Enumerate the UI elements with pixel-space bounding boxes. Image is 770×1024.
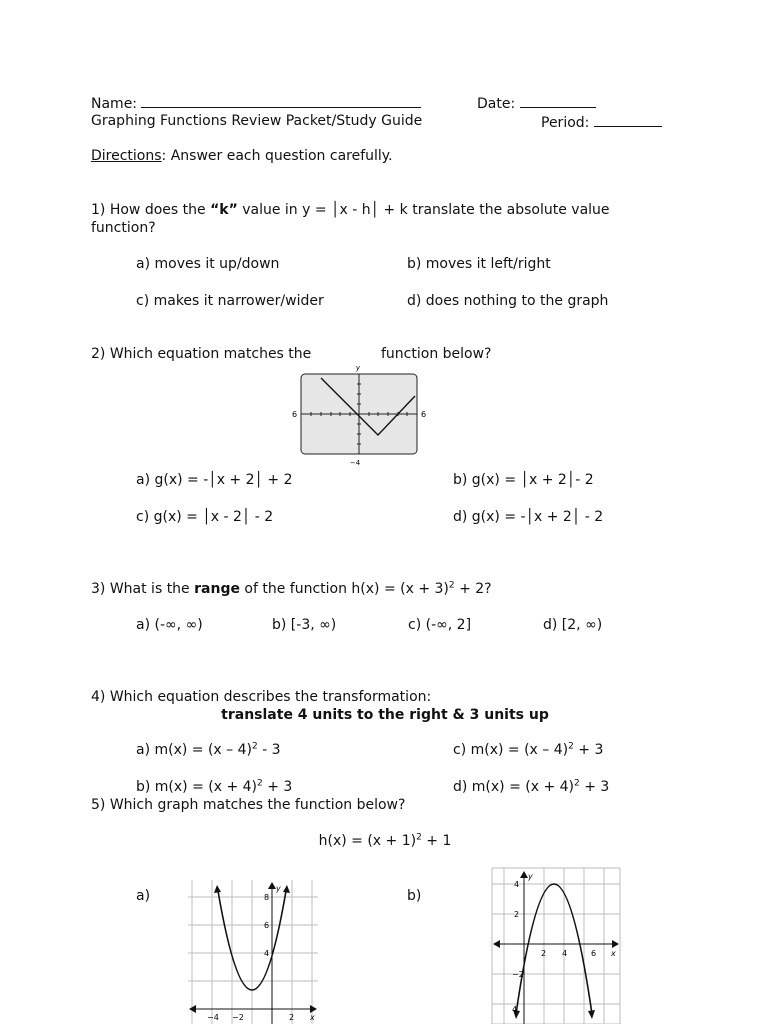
name-blank[interactable] (141, 94, 421, 108)
q5-graph-a-grid (188, 880, 318, 1024)
q5-func-tail: + 1 (421, 833, 452, 849)
date-row (477, 94, 596, 113)
q5-graph-a-tick-neg4: −4 (207, 1013, 219, 1022)
q5-graph-a-y-arrow (268, 882, 276, 889)
q3-exponent: 2 (448, 580, 455, 591)
q2-prompt-pre: 2) Which equation matches the (91, 346, 312, 362)
q5-graph-a-y-label: y (276, 884, 281, 893)
q1-k: “k” (210, 202, 238, 218)
period-label: Period: (541, 115, 590, 131)
name-label: Name: (91, 96, 138, 112)
q4-a-base: a) m(x) = (x – 4) (136, 742, 252, 758)
q5-graph-a[interactable] (188, 880, 320, 1024)
q5-prompt: 5) Which graph matches the function below? (91, 797, 406, 813)
q3-option-b[interactable]: b) [-3, ∞) (272, 617, 337, 633)
q5-graph-b-frame (492, 868, 620, 1024)
q5-graph-a-tick-6: 6 (264, 921, 270, 930)
q5-graph-a-tick-4: 4 (264, 949, 270, 958)
q4-transformation: translate 4 units to the right & 3 units up (221, 707, 549, 723)
q5-graph-b-tick-4: 4 (514, 880, 520, 889)
q5-func-exp: 2 (416, 832, 422, 843)
q4-d-tail: + 3 (579, 779, 610, 795)
q1-option-a[interactable]: a) moves it up/down (136, 256, 280, 272)
q4-option-c[interactable] (453, 742, 603, 759)
q2-y-label: y (355, 364, 361, 372)
q4-a-exp: 2 (252, 741, 258, 752)
q5-graph-b-x-label: x (611, 949, 616, 958)
q5-graph-b-y-label: y (528, 872, 533, 881)
q1-option-d[interactable]: d) does nothing to the graph (407, 293, 609, 309)
q4-prompt: 4) Which equation describes the transformation: (91, 689, 432, 705)
q5-graph-b-curve-arrow-right (588, 1010, 595, 1019)
q5-graph-a-x-arrow-right (310, 1005, 317, 1013)
q5-graph-b-tick-neg2: −2 (512, 970, 524, 979)
name-row (91, 94, 421, 113)
directions-text: : Answer each question carefully. (161, 148, 393, 164)
q1-option-c[interactable]: c) makes it narrower/wider (136, 293, 324, 309)
q5-graph-b-x-arrow-left (493, 940, 500, 948)
q5-graph-b-grid (492, 868, 620, 1024)
q5-graph-b-tick-2: 2 (514, 910, 520, 919)
q5-graph-b-curve (516, 884, 592, 1014)
q1-mid: value in y = │x - h│ + k translate the absolute value (237, 202, 610, 218)
q5-graph-a-curve-arrow-left (214, 885, 221, 893)
q5-graph-b-tick-x6: 6 (591, 949, 597, 958)
q4-option-b[interactable] (136, 779, 292, 796)
q4-c-base: c) m(x) = (x – 4) (453, 742, 569, 758)
directions-label: Directions (91, 148, 162, 164)
q5-option-b-label[interactable]: b) (407, 888, 422, 904)
q1-option-b[interactable]: b) moves it left/right (407, 256, 551, 272)
q1-pre: 1) How does the (91, 202, 211, 218)
q1-prompt (91, 202, 610, 219)
q5-graph-b-tick-x4: 4 (562, 949, 568, 958)
q3-option-a[interactable]: a) (-∞, ∞) (136, 617, 203, 633)
q2-x-right-label: 6 (421, 410, 427, 419)
q5-graph-b-x-arrow-right (612, 940, 619, 948)
q2-option-d[interactable]: d) g(x) = -│x + 2│ - 2 (453, 509, 604, 525)
date-blank[interactable] (520, 94, 596, 108)
q5-function (0, 833, 770, 850)
q2-option-a[interactable]: a) g(x) = -│x + 2│ + 2 (136, 472, 293, 488)
q2-x-left-label: 6 (292, 410, 298, 419)
period-blank[interactable] (594, 113, 662, 127)
q2-y-bottom-label: −4 (349, 459, 361, 467)
period-row (541, 113, 662, 132)
q4-d-exp: 2 (574, 778, 580, 789)
q5-option-a-label[interactable]: a) (136, 888, 151, 904)
q2-graph (292, 364, 432, 470)
q5-graph-a-tick-8: 8 (264, 893, 270, 902)
q3-option-c[interactable]: c) (-∞, 2] (408, 617, 472, 633)
q1-prompt-line2: function? (91, 220, 156, 236)
q5-graph-b-y-arrow (520, 871, 528, 878)
q3-range-word: range (194, 581, 240, 597)
q4-option-d[interactable] (453, 779, 609, 796)
q4-option-a[interactable] (136, 742, 281, 759)
q5-graph-b-tick-x2: 2 (541, 949, 547, 958)
q4-a-tail: - 3 (257, 742, 281, 758)
q2-option-c[interactable]: c) g(x) = │x - 2│ - 2 (136, 509, 274, 525)
q3-post: + 2? (454, 581, 492, 597)
q2-option-b[interactable]: b) g(x) = │x + 2│- 2 (453, 472, 594, 488)
directions (91, 148, 393, 165)
q5-func-base: h(x) = (x + 1) (318, 833, 417, 849)
q4-c-tail: + 3 (573, 742, 604, 758)
date-label: Date: (477, 96, 516, 112)
q5-graph-b-tick-neg4: 4 (512, 1005, 518, 1014)
q3-mid: of the function h(x) = (x + 3) (239, 581, 449, 597)
q2-prompt-post: function below? (381, 346, 492, 362)
q5-graph-a-tick-neg2: −2 (232, 1013, 244, 1022)
q3-prompt (91, 581, 492, 598)
q4-b-exp: 2 (257, 778, 263, 789)
packet-title: Graphing Functions Review Packet/Study Guide (91, 113, 423, 129)
q4-b-base: b) m(x) = (x + 4) (136, 779, 258, 795)
q5-graph-a-x-label: x (310, 1013, 315, 1022)
q4-c-exp: 2 (568, 741, 574, 752)
q5-graph-a-tick-2: 2 (289, 1013, 295, 1022)
q3-option-d[interactable]: d) [2, ∞) (543, 617, 603, 633)
q5-graph-a-curve-arrow-right (283, 885, 290, 893)
q4-b-tail: + 3 (262, 779, 293, 795)
q3-pre: 3) What is the (91, 581, 195, 597)
q5-graph-b[interactable] (490, 866, 622, 1024)
q4-d-base: d) m(x) = (x + 4) (453, 779, 575, 795)
